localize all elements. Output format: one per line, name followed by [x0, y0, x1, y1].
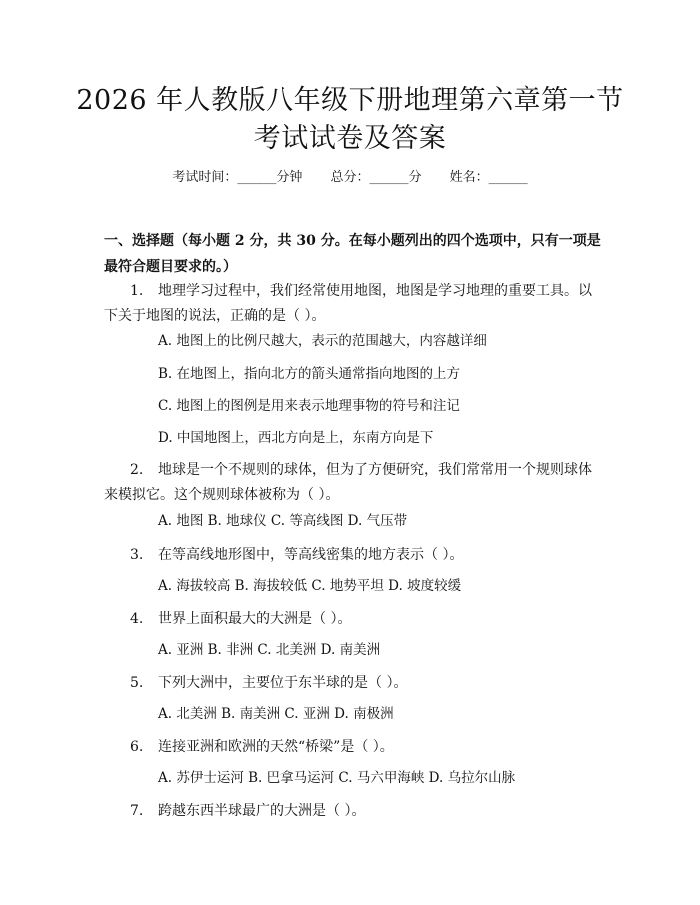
total-score-field: 总分：______分 — [330, 170, 422, 185]
question-1-option-a: A. 地图上的比例尺越大，表示的范围越大，内容越详细 — [158, 333, 487, 349]
question-number: 4. — [130, 611, 144, 627]
question-1-option-b: B. 在地图上，指向北方的箭头通常指向地图的上方 — [158, 366, 461, 382]
question-6 — [104, 735, 602, 760]
page-title-line-1: 2026 年人教版八年级下册地理第六章第一节 — [76, 85, 624, 116]
question-text: 跨越东西半球最广的大洲是（ ）。 — [158, 803, 366, 819]
question-number: 6. — [130, 739, 144, 755]
question-number: 1. — [130, 283, 144, 299]
question-6-options: A. 苏伊士运河 B. 巴拿马运河 C. 马六甲海峡 D. 乌拉尔山脉 — [158, 770, 516, 786]
question-4-options: A. 亚洲 B. 非洲 C. 北美洲 D. 南美洲 — [158, 642, 381, 658]
question-1 — [104, 279, 602, 329]
question-number: 2. — [130, 462, 144, 478]
question-text: 在等高线地形图中，等高线密集的地方表示（ ）。 — [158, 547, 464, 563]
exam-time-field: 考试时间：______分钟 — [172, 170, 303, 185]
question-5 — [104, 671, 602, 696]
question-1-option-d: D. 中国地图上，西北方向是上，东南方向是下 — [158, 430, 434, 446]
student-name-field: 姓名：______ — [449, 170, 528, 185]
question-text: 地球是一个不规则的球体，但为了方便研究，我们常常用一个规则球体来模拟它。这个规则球体被称为（ ）。 — [104, 462, 592, 503]
section-heading-choice: 一、选择题（每小题 2 分，共 30 分。在每小题列出的四个选项中，只有一项是最符合题目要求的。） — [104, 233, 601, 275]
question-3-options: A. 海拔较高 B. 海拔较低 C. 地势平坦 D. 坡度较缓 — [158, 578, 462, 594]
question-4 — [104, 607, 602, 632]
question-text: 地理学习过程中，我们经常使用地图，地图是学习地理的重要工具。以下关于地图的说法，正确的是（ ）。 — [104, 283, 592, 324]
question-2-options: A. 地图 B. 地球仪 C. 等高线图 D. 气压带 — [158, 513, 408, 529]
question-text: 下列大洲中，主要位于东半球的是（ ）。 — [158, 675, 408, 691]
question-7 — [104, 799, 602, 824]
question-number: 7. — [130, 803, 144, 819]
exam-info-row — [0, 168, 700, 188]
question-1-option-c: C. 地图上的图例是用来表示地理事物的符号和注记 — [158, 398, 460, 414]
question-text: 连接亚洲和欧洲的天然“桥梁”是（ ）。 — [158, 739, 394, 755]
question-2 — [104, 458, 602, 508]
question-text: 世界上面积最大的大洲是（ ）。 — [158, 611, 352, 627]
question-number: 5. — [130, 675, 144, 691]
question-5-options: A. 北美洲 B. 南美洲 C. 亚洲 D. 南极洲 — [158, 706, 394, 722]
page-title-line-2: 考试试卷及答案 — [253, 123, 447, 154]
question-3 — [104, 543, 602, 568]
question-number: 3. — [130, 547, 144, 563]
